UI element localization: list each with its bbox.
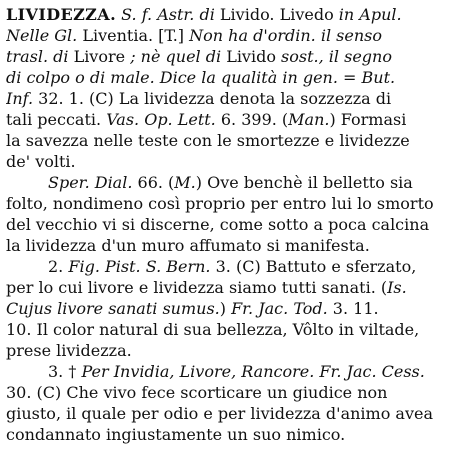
text-segment: folto, nondimeno così proprio per entro lui lo smorto	[6, 194, 434, 213]
text-segment: 30. (C) Che vivo fece scorticare un giudice non	[6, 383, 388, 402]
text-segment: giusto, il quale per odio e per lividezza d'animo avea	[6, 404, 434, 423]
italic-text: trasl.	[6, 47, 49, 66]
text-line	[6, 319, 463, 340]
text-segment: 3. (C) Battuto e sferzato,	[210, 257, 417, 276]
text-segment: per lo cui livore e lividezza siamo tutti sanati. (	[6, 278, 388, 297]
text-segment: Livido	[226, 47, 282, 66]
text-line	[6, 277, 463, 298]
text-segment: Livore	[73, 47, 131, 66]
text-line	[6, 382, 463, 403]
text-segment: 3. †	[48, 362, 82, 381]
italic-text: Per Invidia, Livore, Rancore. Fr. Jac. Cess.	[81, 362, 425, 381]
italic-text: di colpo o di male. Dice la qualità in gen. = But.	[6, 68, 396, 87]
text-segment: 32. 1. (C) La lividezza denota la sozzezza di	[33, 89, 392, 108]
italic-text: Sper. Dial.	[48, 173, 133, 192]
text-line	[6, 88, 463, 109]
italic-text: ; nè quel di	[130, 47, 227, 66]
italic-text: S. f. Astr. di	[116, 5, 220, 24]
text-line	[6, 67, 463, 88]
text-line	[6, 130, 463, 151]
italic-text: di	[48, 47, 74, 66]
italic-text: Vas. Op. Lett.	[106, 110, 216, 129]
italic-text: Is.	[387, 278, 407, 297]
text-line	[6, 25, 463, 46]
text-line	[6, 403, 463, 424]
text-segment: ) Ove benchè il belletto sia	[195, 173, 413, 192]
text-line	[48, 256, 463, 277]
text-line	[6, 340, 463, 361]
headword: LIVIDEZZA.	[6, 5, 117, 24]
italic-text: Cujus livore sanati sumus.	[6, 299, 220, 318]
text-segment: de' volti.	[6, 152, 76, 171]
italic-text: Man.	[288, 110, 330, 129]
text-segment: 66. (	[132, 173, 175, 192]
text-segment: del vecchio vi si discerne, come sotto a poca calcina	[6, 215, 430, 234]
text-segment: la lividezza d'un muro affumato si manifesta.	[6, 236, 370, 255]
text-line	[6, 424, 463, 445]
text-line	[6, 298, 463, 319]
italic-text: sost., il segno	[281, 47, 392, 66]
text-segment: prese lividezza.	[6, 341, 132, 360]
text-segment: 6. 399. (	[215, 110, 289, 129]
text-line	[6, 151, 463, 172]
text-segment: Liventia. [T.]	[77, 26, 190, 45]
text-segment: ) Formasi	[329, 110, 407, 129]
text-segment: la savezza nelle teste con le smortezze e lividezze	[6, 131, 410, 150]
italic-text: Non ha d'ordin. il senso	[189, 26, 382, 45]
text-segment: Livido. Livedo	[219, 5, 339, 24]
italic-text: Inf.	[6, 89, 34, 108]
text-line	[48, 361, 463, 382]
text-line	[6, 46, 463, 67]
italic-text: M.	[174, 173, 196, 192]
text-segment: 3. 11.	[327, 299, 379, 318]
italic-text: Fig. Pist. S. Bern.	[68, 257, 211, 276]
text-segment: 2.	[48, 257, 69, 276]
text-segment: )	[219, 299, 232, 318]
text-line	[48, 172, 463, 193]
italic-text: Nelle Gl.	[6, 26, 78, 45]
text-line	[6, 109, 463, 130]
text-line	[6, 4, 463, 25]
text-segment: 10. Il color natural di sua bellezza, Vôlto in viltade,	[6, 320, 420, 339]
text-line	[6, 214, 463, 235]
text-line	[6, 235, 463, 256]
italic-text: in Apul.	[338, 5, 402, 24]
italic-text: Fr. Jac. Tod.	[231, 299, 328, 318]
text-segment: tali peccati.	[6, 110, 107, 129]
text-line	[6, 193, 463, 214]
text-segment: condannato ingiustamente un suo nimico.	[6, 425, 346, 444]
